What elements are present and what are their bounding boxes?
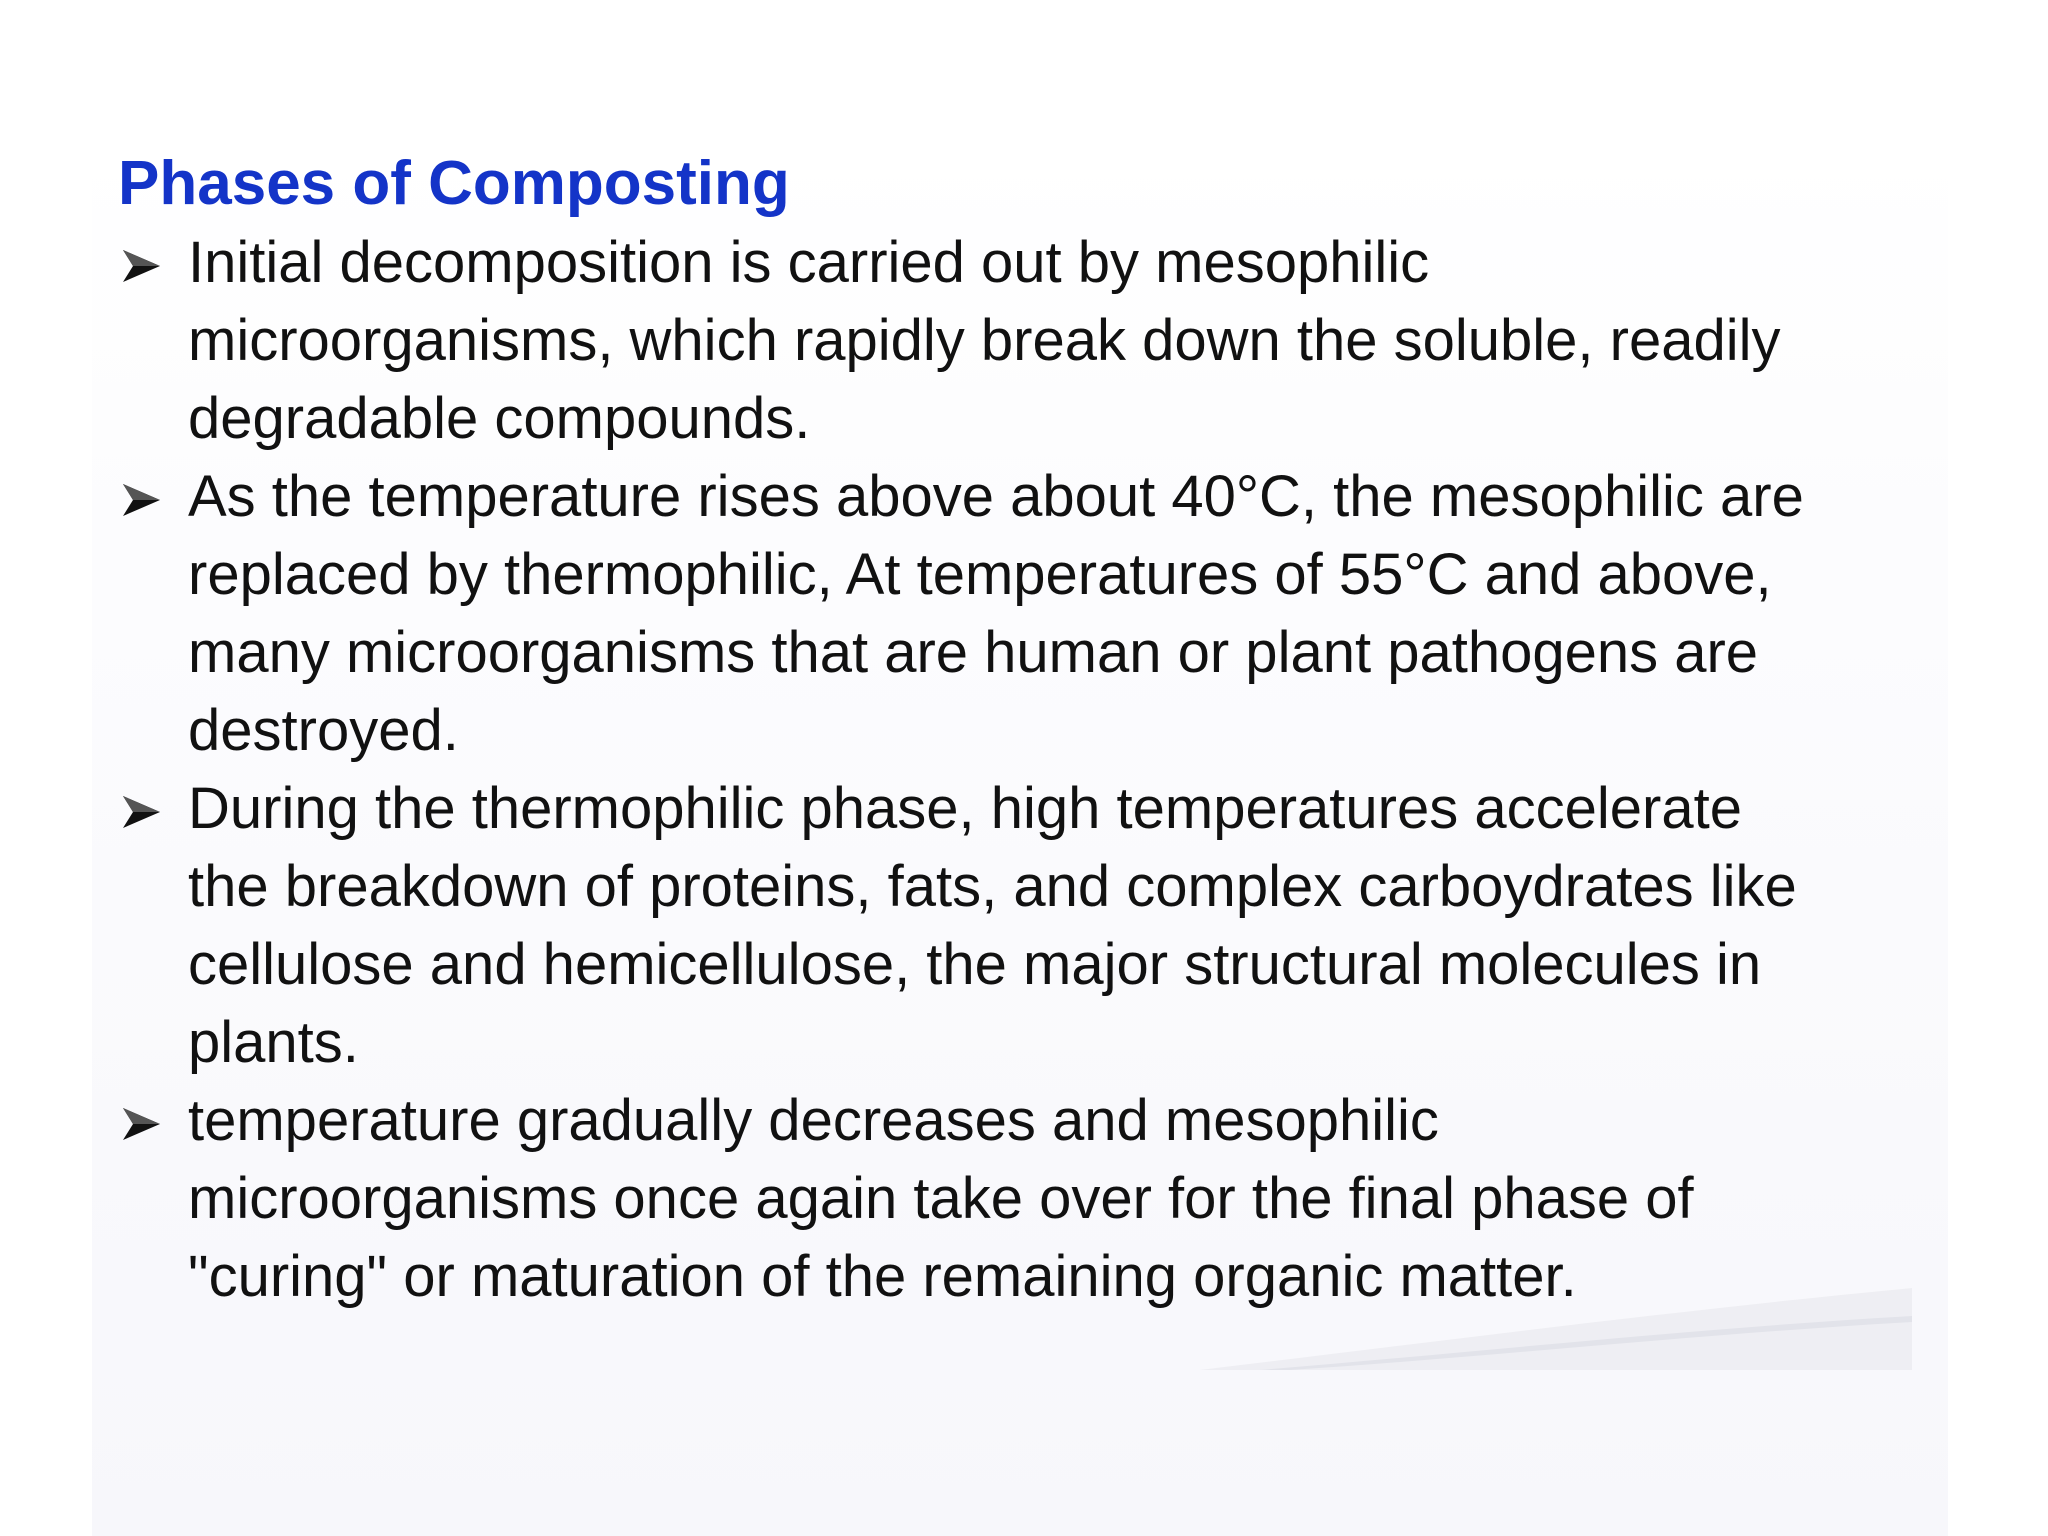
bullet-item	[118, 458, 1918, 770]
arrow-bullet-icon	[120, 1104, 162, 1144]
bullet-text: Initial decomposition is carried out by mesophilic microorganisms, which rapidly break down the soluble, readily degradable compounds.	[188, 230, 1781, 451]
slide-title: Phases of Composting	[118, 149, 790, 218]
bullet-list	[118, 224, 1918, 1316]
arrow-bullet-icon	[120, 792, 162, 832]
bullet-item	[118, 1082, 1918, 1316]
bullet-item	[118, 770, 1918, 1082]
bullet-text: During the thermophilic phase, high temperatures accelerate the breakdown of proteins, fats, and complex carboydrates like cellulose and hemicellulose, the major structural molecules in plants.	[188, 776, 1797, 1075]
bullet-item	[118, 224, 1918, 458]
arrow-bullet-icon	[120, 246, 162, 286]
bullet-text: temperature gradually decreases and mesophilic microorganisms once again take over for the final phase of "curing" or maturation of the remaining organic matter.	[188, 1088, 1694, 1309]
bullet-text: As the temperature rises above about 40°C, the mesophilic are replaced by thermophilic, At temperatures of 55°C and above, many microorganisms that are human or plant pathogens are destroyed.	[188, 464, 1804, 763]
arrow-bullet-icon	[120, 480, 162, 520]
